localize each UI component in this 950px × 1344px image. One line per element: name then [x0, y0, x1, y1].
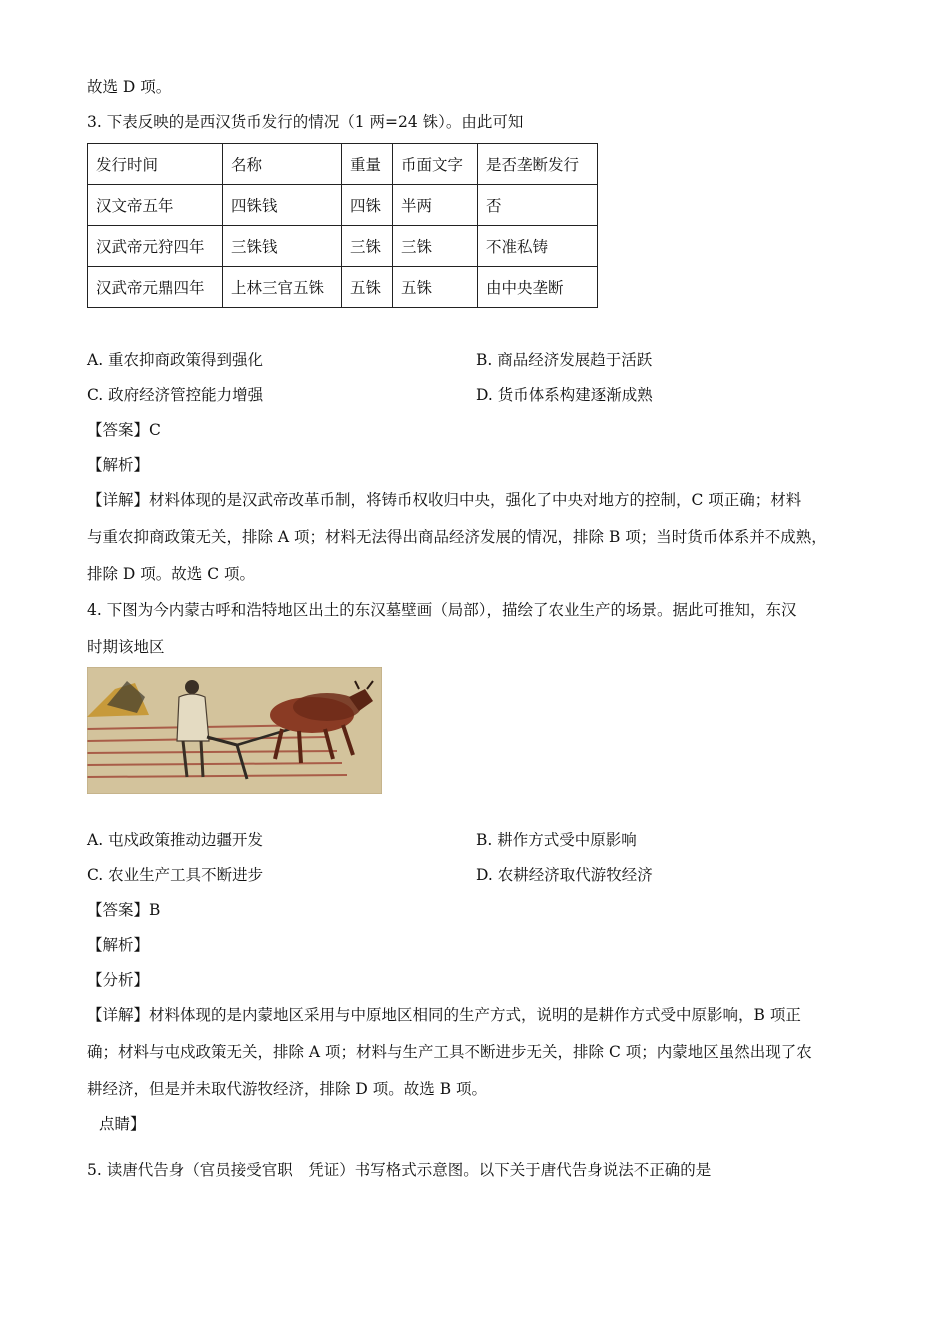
analysis-sub-label: 【分析】 — [87, 971, 150, 989]
table-header-row — [88, 144, 598, 185]
question-3-stem: 3. 下表反映的是西汉货币发行的情况（1 两=24 铢）。由此可知 — [87, 113, 524, 131]
explanation-line: 【详解】材料体现的是内蒙地区采用与中原地区相同的生产方式，说明的是耕作方式受中原影响，B 项正 — [87, 1006, 801, 1024]
option-b: B. 商品经济发展趋于活跃 — [476, 351, 653, 369]
table-header-cell: 是否垄断发行 — [478, 144, 598, 185]
table-cell: 不准私铸 — [478, 226, 598, 267]
option-d: D. 农耕经济取代游牧经济 — [476, 866, 653, 884]
tomb-mural-image — [87, 667, 382, 794]
currency-table — [87, 143, 598, 308]
explanation-line: 与重农抑商政策无关，排除 A 项；材料无法得出商品经济发展的情况，排除 B 项；当时货币体系并不成熟， — [87, 528, 827, 546]
answer-label: 【答案】B — [87, 901, 161, 919]
table-header-cell: 名称 — [223, 144, 342, 185]
mural-illustration — [87, 667, 382, 794]
table-header-cell: 币面文字 — [393, 144, 478, 185]
table-row — [88, 226, 598, 267]
option-b: B. 耕作方式受中原影响 — [476, 831, 637, 849]
question-4-stem: 时期该地区 — [87, 638, 165, 656]
option-c: C. 农业生产工具不断进步 — [87, 866, 264, 884]
table-cell: 四铢钱 — [223, 185, 342, 226]
table-cell: 汉武帝元狩四年 — [88, 226, 223, 267]
table-cell: 否 — [478, 185, 598, 226]
table-cell: 由中央垄断 — [478, 267, 598, 308]
table-row — [88, 185, 598, 226]
explanation-line: 确；材料与屯戍政策无关，排除 A 项；材料与生产工具不断进步无关，排除 C 项；内蒙地区虽然出现了农 — [87, 1043, 812, 1061]
table-row — [88, 267, 598, 308]
table-cell: 半两 — [393, 185, 478, 226]
table-cell: 三铢钱 — [223, 226, 342, 267]
table-cell: 汉武帝元鼎四年 — [88, 267, 223, 308]
table-cell: 三铢 — [393, 226, 478, 267]
explanation-line: 【详解】材料体现的是汉武帝改革币制，将铸币权收归中央，强化了中央对地方的控制，C 项正确；材料 — [87, 491, 802, 509]
explanation-line: 耕经济，但是并未取代游牧经济，排除 D 项。故选 B 项。 — [87, 1080, 488, 1098]
table-cell: 四铢 — [342, 185, 393, 226]
table-cell: 三铢 — [342, 226, 393, 267]
table-cell: 五铢 — [342, 267, 393, 308]
table-header-cell: 发行时间 — [88, 144, 223, 185]
comment-label: 点睛】 — [99, 1115, 146, 1133]
answer-label: 【答案】C — [87, 421, 161, 439]
text-line: 故选 D 项。 — [87, 78, 172, 96]
table-cell: 上林三官五铢 — [223, 267, 342, 308]
explanation-line: 排除 D 项。故选 C 项。 — [87, 565, 255, 583]
question-4-stem: 4. 下图为今内蒙古呼和浩特地区出土的东汉墓壁画（局部），描绘了农业生产的场景。据此可推知，东汉 — [87, 601, 797, 619]
option-d: D. 货币体系构建逐渐成熟 — [476, 386, 653, 404]
option-a: A. 屯戍政策推动边疆开发 — [87, 831, 264, 849]
analysis-label: 【解析】 — [87, 456, 150, 474]
option-c: C. 政府经济管控能力增强 — [87, 386, 264, 404]
question-5-stem: 5. 读唐代告身（官员接受官职 凭证）书写格式示意图。以下关于唐代告身说法不正确的是 — [87, 1161, 712, 1179]
table-cell: 汉文帝五年 — [88, 185, 223, 226]
table-cell: 五铢 — [393, 267, 478, 308]
table-header-cell: 重量 — [342, 144, 393, 185]
option-a: A. 重农抑商政策得到强化 — [87, 351, 264, 369]
analysis-label: 【解析】 — [87, 936, 150, 954]
